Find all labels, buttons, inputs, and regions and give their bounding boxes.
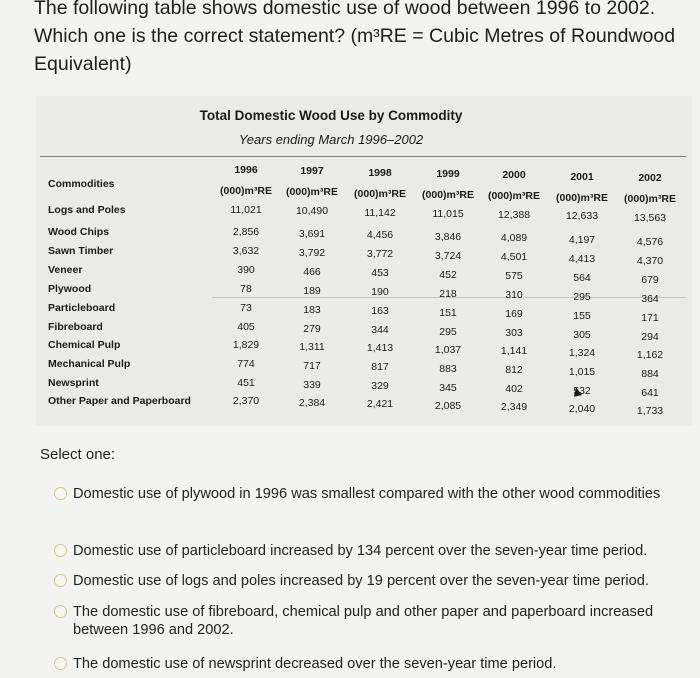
table-cell: 452 [439,268,457,281]
table-cell: 1,829 [232,339,260,351]
wood-use-table-figure [36,96,692,426]
column-year: 1999 [436,167,460,180]
table-cell: 279 [303,322,321,335]
row-label: Veneer [48,264,83,276]
row-label: Mechanical Pulp [48,358,131,370]
row-label: Wood Chips [48,226,110,238]
table-cell: 817 [371,361,389,374]
table-cell: 218 [439,287,457,300]
column-unit: (000)m³RE [286,186,338,199]
table-cell: 2,370 [232,395,260,407]
table-cell: 183 [303,303,321,316]
table-cell: 1,324 [568,347,596,359]
table-cell: 12,388 [497,209,531,222]
column-unit: (000)m³RE [624,192,676,205]
table-cell: 310 [505,289,523,302]
table-cell: 2,349 [500,401,528,414]
table-cell: 2,085 [434,399,462,412]
table-cell: 883 [439,362,457,375]
table-cell: 295 [573,291,591,303]
table-cell: 189 [303,284,321,297]
row-label: Sawn Timber [48,245,114,257]
table-cell: 1,141 [500,345,528,358]
table-cell: 3,724 [434,249,462,262]
table-cell: 453 [371,267,389,280]
table-cell: 345 [439,381,457,394]
table-cell: 3,632 [232,245,260,257]
table-cell: 466 [303,265,321,278]
table-cell: 1,037 [434,343,462,356]
column-unit: (000)m³RE [354,187,406,200]
table-cell: 4,576 [636,235,664,248]
table-cell: 2,856 [232,226,260,238]
table-cell: 1,015 [568,366,596,378]
table-cell: 11,015 [432,207,464,220]
table-cell: 3,792 [298,246,326,259]
table-cell: 329 [371,380,389,393]
table-cell: 717 [303,359,321,372]
table-cell: 4,501 [500,251,528,264]
table-cell: 190 [371,286,389,299]
table-cell: 405 [237,321,255,333]
table-cell: 812 [505,364,523,377]
table-cell: 1,733 [636,404,664,417]
table-cell: 10,490 [295,205,329,218]
table-cell: 12,633 [565,210,599,223]
table-cell: 564 [573,272,591,284]
column-unit: (000)m³RE [488,190,540,203]
row-label: Plywood [48,283,92,295]
table-cell: 295 [439,325,457,338]
radio-button[interactable] [54,605,67,618]
question-text: The following table shows domestic use of wood between 1996 to 2002. Which one is the correct statement? (m³RE = Cubic Metres of Roundwood Equivalent) [34,0,676,75]
table-cell: 402 [505,383,523,396]
table-top-rule [40,156,686,157]
row-label: Logs and Poles [48,204,126,216]
table-cell: 151 [439,306,457,319]
column-unit: (000)m³RE [422,188,474,201]
radio-button[interactable] [54,657,67,670]
answer-option-text: Domestic use of logs and poles increased by 19 percent over the seven-year time period. [73,573,649,589]
row-label: Other Paper and Paperboard [48,395,191,407]
table-cell: 1,413 [366,342,394,355]
column-unit: (000)m³RE [220,185,272,197]
column-year: 1996 [234,164,258,176]
table-cell: 4,370 [636,254,664,267]
table-cell: 3,772 [366,248,394,261]
column-year: 2002 [638,171,662,184]
table-cell: 3,846 [434,230,462,243]
select-one-label: Select one: [40,446,116,463]
table-cell: 73 [240,302,252,314]
table-cell: 1,311 [299,340,325,353]
table-title: Total Domestic Wood Use by Commodity [199,108,463,123]
row-label: Fibreboard [48,321,103,333]
row-label: Chemical Pulp [48,339,121,351]
column-year: 2001 [570,170,594,183]
table-cell: 364 [641,292,659,305]
radio-button[interactable] [54,574,67,587]
answer-option-text: Domestic use of plywood in 1996 was smallest compared with the other wood commodities [73,486,661,502]
table-cell: 2,384 [298,396,326,409]
table-cell: 774 [237,358,255,370]
table-cell: 11,021 [230,204,262,216]
answer-option-text: The domestic use of newsprint decreased over the seven-year time period. [73,656,557,672]
table-cell: 641 [641,386,659,399]
column-year: 2000 [502,169,526,182]
table-cell: 4,197 [568,234,596,246]
column-unit: (000)m³RE [556,191,608,204]
radio-button[interactable] [54,544,67,557]
table-cell: 4,456 [366,229,394,242]
table-cell: 169 [505,308,523,321]
table-cell: 305 [573,329,591,341]
table-cell: 4,413 [568,253,596,265]
table-subtitle: Years ending March 1996–2002 [238,132,424,147]
table-cell: 532 [573,385,591,397]
table-cell: 303 [505,327,523,340]
commodities-header: Commodities [48,178,115,190]
table-cell: 4,089 [500,232,528,245]
table-cell: 11,142 [364,206,396,219]
row-label: Particleboard [48,302,116,314]
table-cell: 679 [641,273,659,286]
table-cell: 884 [641,367,659,380]
answer-option-text: Domestic use of particleboard increased by 134 percent over the seven-year time period. [73,543,648,559]
table-cell: 339 [303,378,321,391]
table-cell: 2,421 [366,398,394,411]
table-cell: 78 [240,283,252,295]
table-cell: 294 [641,330,659,343]
radio-button[interactable] [54,487,67,500]
table-cell: 390 [237,264,255,276]
table-cell: 155 [573,310,591,322]
table-cell: 575 [505,270,523,283]
answer-option-text: The domestic use of fibreboard, chemical pulp and other paper and paperboard increased between 1996 and 2002. [73,604,654,638]
column-year: 1997 [300,165,324,178]
table-cell: 1,162 [636,348,664,361]
table-cell: 171 [641,311,659,324]
table-cell: 13,563 [633,211,667,224]
table-cell: 163 [371,305,389,318]
row-label: Newsprint [48,377,99,389]
column-year: 1998 [368,166,392,179]
table-cell: 3,691 [298,227,326,240]
table-cell: 2,040 [568,403,596,415]
table-cell: 344 [371,324,389,337]
table-cell: 451 [237,377,255,389]
